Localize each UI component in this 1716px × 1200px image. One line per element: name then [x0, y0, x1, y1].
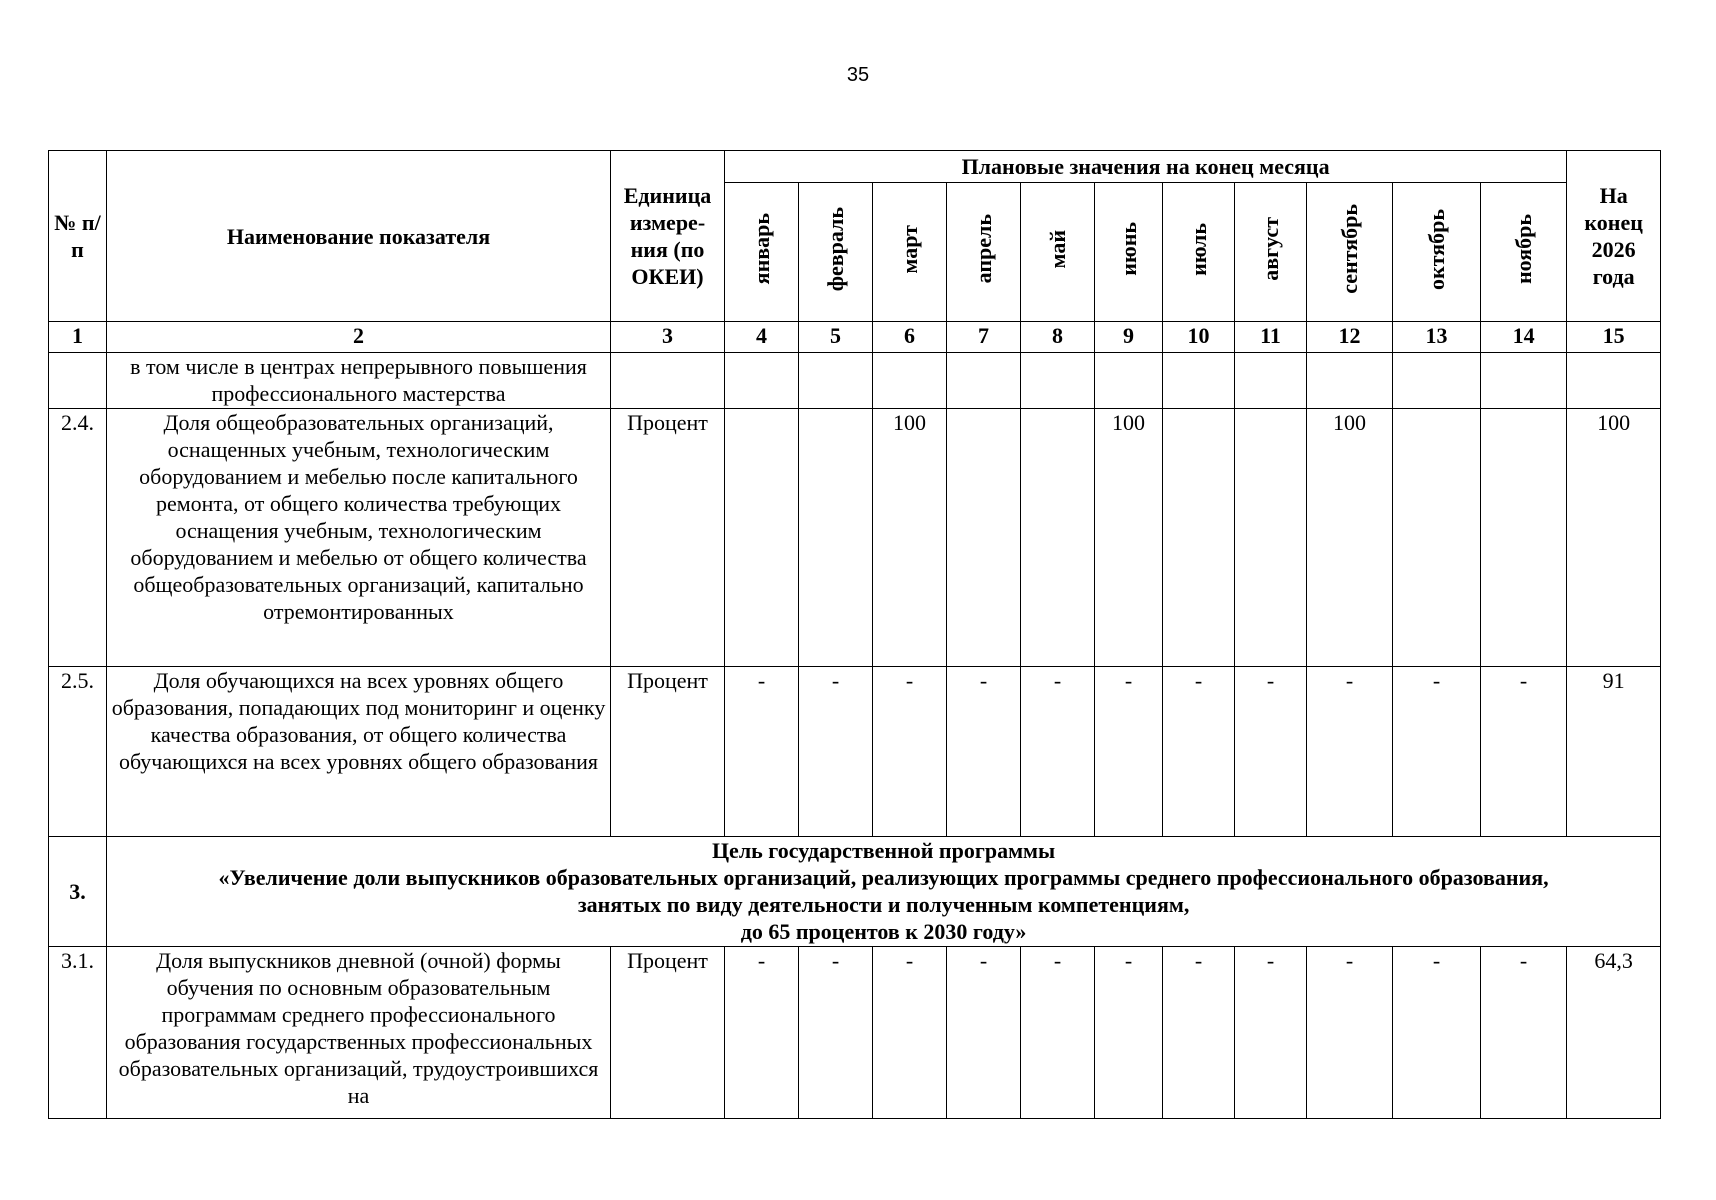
goal-line: до 65 процентов к 2030 году» — [740, 919, 1027, 944]
month-value: - — [799, 667, 873, 837]
month-value: - — [1095, 947, 1163, 1119]
table-row — [49, 667, 1661, 837]
month-value: - — [1481, 667, 1567, 837]
month-value — [799, 409, 873, 667]
header-month: август — [1235, 183, 1307, 322]
month-value: - — [1235, 667, 1307, 837]
column-number: 3 — [611, 322, 725, 353]
goal-row — [49, 837, 1661, 947]
month-value — [1021, 409, 1095, 667]
header-month: февраль — [799, 183, 873, 322]
header-month: апрель — [947, 183, 1021, 322]
month-value: - — [1021, 947, 1095, 1119]
month-value: - — [1163, 947, 1235, 1119]
column-number: 12 — [1307, 322, 1393, 353]
month-value — [947, 409, 1021, 667]
month-value: - — [725, 667, 799, 837]
month-value: - — [1307, 667, 1393, 837]
month-value — [1163, 409, 1235, 667]
month-value: - — [1163, 667, 1235, 837]
column-number: 5 — [799, 322, 873, 353]
indicator-name: Доля общеобразовательных организаций, оснащенных учебным, технологическим оборудованием и мебелью после капитального ремонта, от общего количества требующих оснащения учебным, технологическим оборудованием и мебелью от общего количества общеобразовательных организаций, капитально отремонтированных — [107, 409, 611, 667]
header-month: июль — [1163, 183, 1235, 322]
header-month: май — [1021, 183, 1095, 322]
table-row — [49, 947, 1661, 1119]
month-value: - — [1235, 947, 1307, 1119]
header-month: ноябрь — [1481, 183, 1567, 322]
row-number: 3. — [49, 837, 107, 947]
header-month: сентябрь — [1307, 183, 1393, 322]
column-number: 15 — [1567, 322, 1661, 353]
table-row — [49, 353, 1661, 409]
month-value: 100 — [873, 409, 947, 667]
month-value: - — [873, 947, 947, 1119]
header-name: Наименование показателя — [107, 151, 611, 322]
month-value: - — [1307, 947, 1393, 1119]
header-month: январь — [725, 183, 799, 322]
header-month: март — [873, 183, 947, 322]
column-number: 9 — [1095, 322, 1163, 353]
month-value: - — [1095, 667, 1163, 837]
unit-cell: Процент — [611, 409, 725, 667]
month-value: - — [725, 947, 799, 1119]
month-value: - — [873, 667, 947, 837]
column-number: 10 — [1163, 322, 1235, 353]
column-number: 2 — [107, 322, 611, 353]
column-number: 13 — [1393, 322, 1481, 353]
column-number: 7 — [947, 322, 1021, 353]
column-number: 11 — [1235, 322, 1307, 353]
goal-line: «Увеличение доли выпускников образовательных организаций, реализующих программы среднего профессионального образования, — [218, 865, 1549, 890]
header-month: октябрь — [1393, 183, 1481, 322]
header-no: № п/п — [49, 151, 107, 322]
indicator-name: Доля обучающихся на всех уровнях общего образования, попадающих под мониторинг и оценку качества образования, от общего количества обучающихся на всех уровнях общего образования — [107, 667, 611, 837]
table-row — [49, 409, 1661, 667]
month-value: - — [1393, 667, 1481, 837]
column-number: 4 — [725, 322, 799, 353]
end-year-value: 100 — [1567, 409, 1661, 667]
end-year-value: 91 — [1567, 667, 1661, 837]
month-value: - — [799, 947, 873, 1119]
goal-title — [107, 837, 1661, 947]
row-number: 3.1. — [49, 947, 107, 1119]
header-plan-group: Плановые значения на конец месяца — [725, 151, 1567, 183]
month-value — [725, 409, 799, 667]
month-value — [1235, 409, 1307, 667]
column-number: 14 — [1481, 322, 1567, 353]
goal-line: Цель государственной программы — [711, 838, 1056, 863]
column-number: 1 — [49, 322, 107, 353]
column-number: 8 — [1021, 322, 1095, 353]
indicators-table — [48, 150, 1661, 1119]
header-month: июнь — [1095, 183, 1163, 322]
row-number: 2.5. — [49, 667, 107, 837]
goal-line: занятых по виду деятельности и полученным компетенциям, — [577, 892, 1190, 917]
header-end-year: На конец 2026 года — [1567, 151, 1661, 322]
month-value: - — [1021, 667, 1095, 837]
unit-cell: Процент — [611, 947, 725, 1119]
month-value: 100 — [1307, 409, 1393, 667]
month-value — [1481, 409, 1567, 667]
unit-cell: Процент — [611, 667, 725, 837]
month-value: - — [1393, 947, 1481, 1119]
header-unit: Единица измере-ния (по ОКЕИ) — [611, 151, 725, 322]
end-year-value: 64,3 — [1567, 947, 1661, 1119]
indicator-name: в том числе в центрах непрерывного повышения профессионального мастерства — [107, 353, 611, 409]
indicator-name: Доля выпускников дневной (очной) формы обучения по основным образовательным программам среднего профессионального образования государственных профессиональных образовательных организаций, трудоустроившихся на — [107, 947, 611, 1119]
page-number: 35 — [846, 64, 870, 86]
month-value: - — [1481, 947, 1567, 1119]
column-number: 6 — [873, 322, 947, 353]
month-value: - — [947, 947, 1021, 1119]
month-value — [1393, 409, 1481, 667]
row-number: 2.4. — [49, 409, 107, 667]
month-value: 100 — [1095, 409, 1163, 667]
column-numbers-row — [49, 322, 1661, 353]
month-value: - — [947, 667, 1021, 837]
